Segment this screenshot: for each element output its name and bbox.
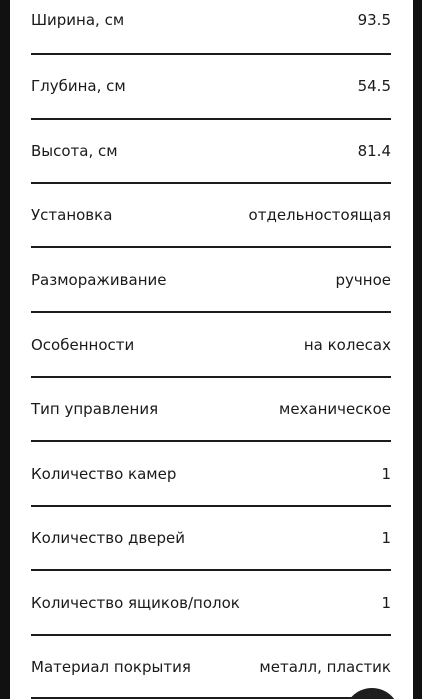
- spec-row-chambers: [31, 465, 391, 529]
- spec-row-defrosting: [31, 271, 391, 335]
- spec-label: Ширина, см: [31, 11, 125, 29]
- divider: [31, 311, 391, 313]
- spec-value: отдельностоящая: [248, 206, 391, 224]
- spec-value: металл, пластик: [259, 658, 391, 676]
- spec-label: Установка: [31, 206, 113, 224]
- spec-row-features: [31, 336, 391, 400]
- spec-row-height: [31, 142, 391, 206]
- spec-row-coating-material: [31, 658, 391, 699]
- spec-label: Материал покрытия: [31, 658, 191, 676]
- divider: [31, 505, 391, 507]
- spec-label: Высота, см: [31, 142, 118, 160]
- divider: [31, 569, 391, 571]
- spec-label: Размораживание: [31, 271, 167, 289]
- spec-label: Глубина, см: [31, 77, 126, 95]
- spec-value: механическое: [279, 400, 391, 418]
- spec-label: Тип управления: [31, 400, 159, 418]
- spec-value: ручное: [335, 271, 391, 289]
- divider: [31, 118, 391, 120]
- divider: [31, 634, 391, 636]
- divider: [31, 182, 391, 184]
- spec-row-depth: [31, 77, 391, 141]
- spec-value: 1: [381, 529, 391, 547]
- spec-label: Количество дверей: [31, 529, 185, 547]
- spec-label: Количество ящиков/полок: [31, 594, 240, 612]
- spec-value: на колесах: [303, 336, 391, 354]
- spec-value: 81.4: [357, 142, 391, 160]
- spec-label: Количество камер: [31, 465, 177, 483]
- spec-value: 1: [381, 594, 391, 612]
- spec-row-doors: [31, 529, 391, 593]
- spec-row-control-type: [31, 400, 391, 464]
- spec-label: Особенности: [31, 336, 135, 354]
- spec-row-installation: [31, 206, 391, 270]
- device-frame-left: [0, 0, 10, 699]
- spec-row-width: [31, 11, 391, 75]
- divider: [31, 246, 391, 248]
- spec-row-drawers-shelves: [31, 594, 391, 658]
- spec-value: 93.5: [357, 11, 391, 29]
- divider: [31, 376, 391, 378]
- device-frame-right: [413, 0, 422, 699]
- spec-value: 54.5: [357, 77, 391, 95]
- divider: [31, 53, 391, 55]
- spec-value: 1: [381, 465, 391, 483]
- divider: [31, 440, 391, 442]
